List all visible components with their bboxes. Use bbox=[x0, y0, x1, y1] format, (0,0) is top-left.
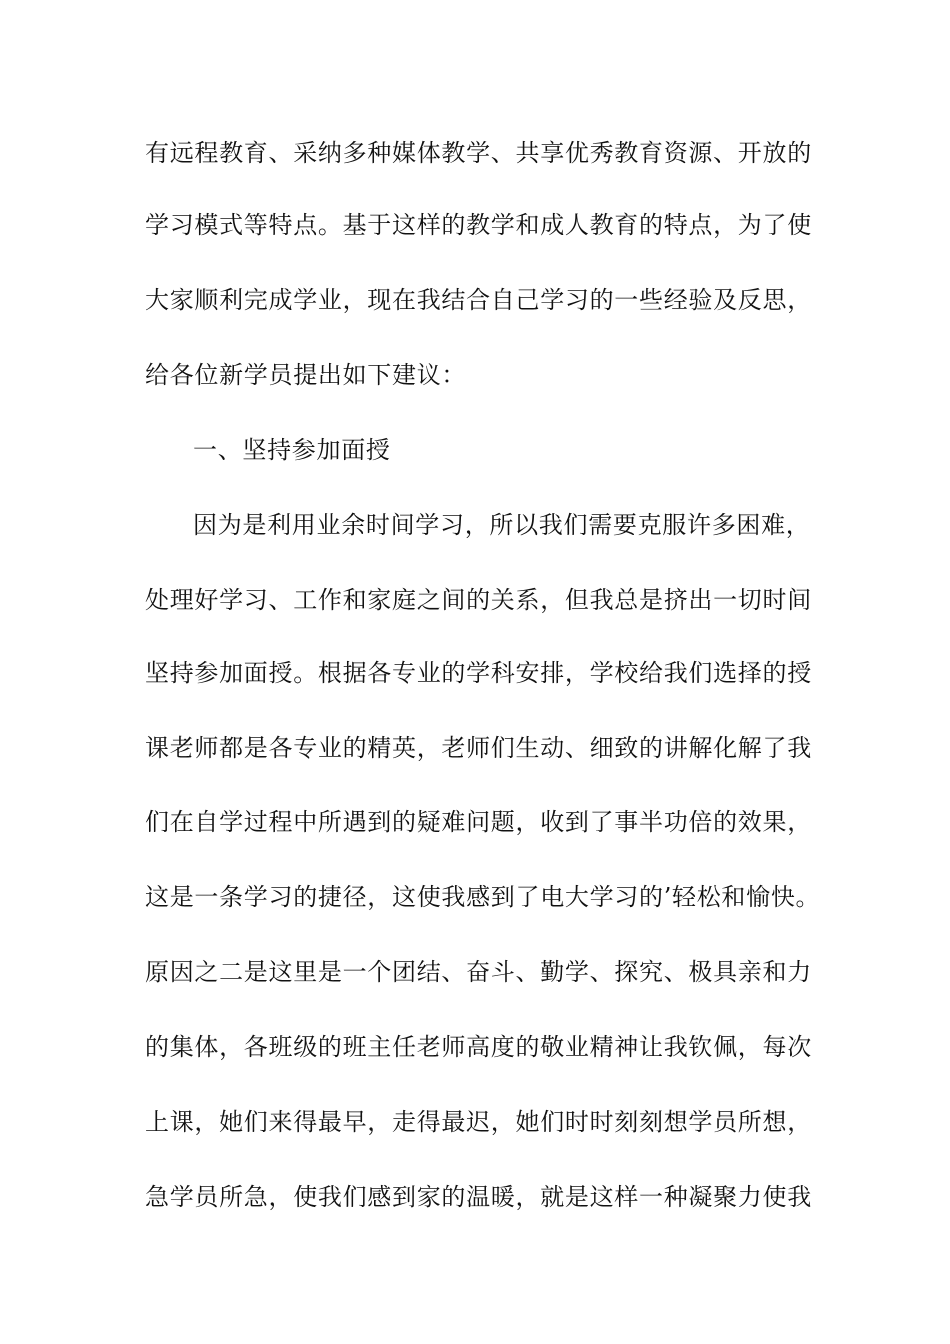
paragraph-first-line: 因为是利用业余时间学习，所以我们需要克服许多困难， bbox=[193, 511, 811, 539]
text-line: 上课，她们来得最早，走得最迟，她们时时刻刻想学员所想， bbox=[145, 1108, 812, 1136]
text-line: 急学员所急，使我们感到家的温暖，就是这样一种凝聚力使我 bbox=[145, 1183, 812, 1211]
text-line: 原因之二是这里是一个团结、奋斗、勤学、探究、极具亲和力 bbox=[145, 958, 812, 986]
text-line: 这是一条学习的捷径，这使我感到了电大学习的’轻松和愉快。 bbox=[145, 883, 821, 911]
text-line: 坚持参加面授。根据各专业的学科安排，学校给我们选择的授 bbox=[145, 659, 812, 687]
text-line: 有远程教育、采纳多种媒体教学、共享优秀教育资源、开放的 bbox=[145, 139, 812, 167]
text-line: 学习模式等特点。基于这样的教学和成人教育的特点，为了使 bbox=[145, 211, 812, 239]
text-line: 们在自学过程中所遇到的疑难问题，收到了事半功倍的效果， bbox=[145, 808, 812, 836]
text-line: 的集体，各班级的班主任老师高度的敬业精神让我钦佩，每次 bbox=[145, 1033, 812, 1061]
text-line: 课老师都是各专业的精英，老师们生动、细致的讲解化解了我 bbox=[145, 734, 812, 762]
section-heading: 一、坚持参加面授 bbox=[193, 436, 391, 464]
text-line: 给各位新学员提出如下建议： bbox=[145, 361, 467, 389]
text-line: 处理好学习、工作和家庭之间的关系，但我总是挤出一切时间 bbox=[145, 586, 812, 614]
text-line: 大家顺利完成学业，现在我结合自己学习的一些经验及反思， bbox=[145, 286, 812, 314]
